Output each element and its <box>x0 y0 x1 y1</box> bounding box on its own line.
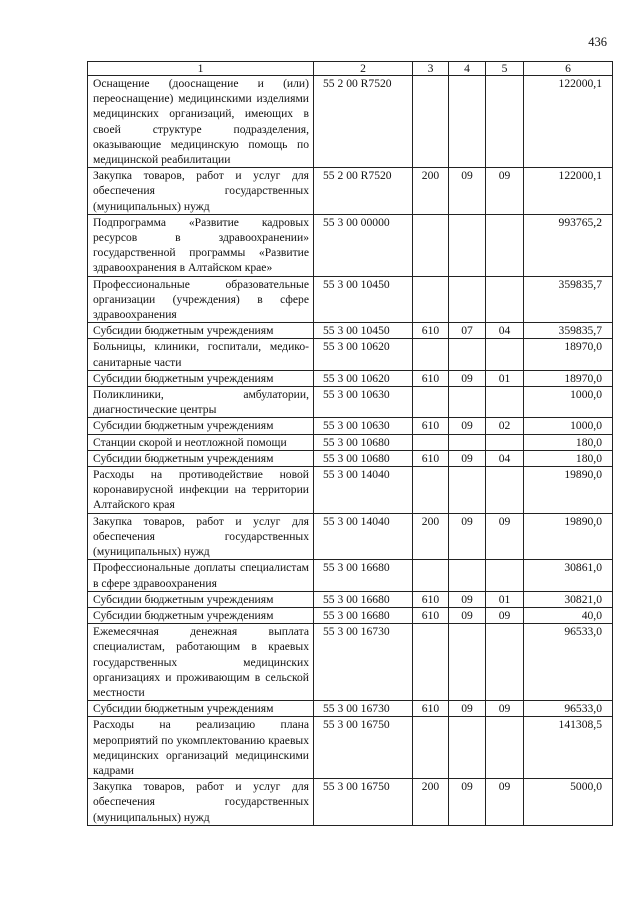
row-code-cell: 55 2 00 R7520 <box>314 168 413 215</box>
row-subsection-cell <box>486 339 524 370</box>
row-subsection-cell: 01 <box>486 591 524 607</box>
row-code-cell: 55 3 00 16730 <box>314 701 413 717</box>
row-sum-cell: 993765,2 <box>524 214 613 276</box>
row-name-cell: Субсидии бюджетным учреждениям <box>88 323 314 339</box>
row-sum-cell: 19890,0 <box>524 467 613 514</box>
table-row <box>88 323 613 339</box>
row-name-cell: Субсидии бюджетным учреждениям <box>88 450 314 466</box>
row-code-cell: 55 3 00 16680 <box>314 560 413 591</box>
row-name-cell: Подпрограмма «Развитие кадровых ресурсов в здравоохранении» государственной программы «Развитие здравоохранения в Алтайском крае» <box>88 214 314 276</box>
table-row <box>88 450 613 466</box>
row-sum-cell: 122000,1 <box>524 76 613 168</box>
row-name-cell: Расходы на противодействие новой коронавирусной инфекции на территории Алтайского края <box>88 467 314 514</box>
row-section-cell: 09 <box>449 370 486 386</box>
header-col-5: 5 <box>486 62 524 76</box>
row-name-cell: Закупка товаров, работ и услуг для обеспечения государственных (муниципальных) нужд <box>88 779 314 826</box>
row-section-cell: 09 <box>449 168 486 215</box>
row-section-cell: 09 <box>449 591 486 607</box>
row-expense-type-cell <box>413 214 449 276</box>
row-code-cell: 55 3 00 14040 <box>314 467 413 514</box>
row-code-cell: 55 3 00 16750 <box>314 779 413 826</box>
row-expense-type-cell <box>413 434 449 450</box>
row-code-cell: 55 3 00 10450 <box>314 323 413 339</box>
row-section-cell <box>449 387 486 418</box>
row-subsection-cell: 04 <box>486 323 524 339</box>
row-code-cell: 55 3 00 14040 <box>314 513 413 560</box>
table-row <box>88 717 613 779</box>
row-section-cell: 09 <box>449 779 486 826</box>
row-subsection-cell <box>486 624 524 701</box>
table-row <box>88 513 613 560</box>
table-row <box>88 168 613 215</box>
table-row <box>88 387 613 418</box>
row-expense-type-cell <box>413 717 449 779</box>
row-subsection-cell: 09 <box>486 779 524 826</box>
header-col-6: 6 <box>524 62 613 76</box>
table-row <box>88 276 613 323</box>
row-section-cell: 09 <box>449 418 486 434</box>
row-expense-type-cell <box>413 276 449 323</box>
table-row <box>88 624 613 701</box>
row-subsection-cell <box>486 214 524 276</box>
row-code-cell: 55 3 00 16680 <box>314 607 413 623</box>
header-col-3: 3 <box>413 62 449 76</box>
row-sum-cell: 5000,0 <box>524 779 613 826</box>
row-subsection-cell <box>486 467 524 514</box>
row-expense-type-cell: 610 <box>413 591 449 607</box>
row-sum-cell: 18970,0 <box>524 339 613 370</box>
row-name-cell: Субсидии бюджетным учреждениям <box>88 591 314 607</box>
row-section-cell <box>449 76 486 168</box>
row-subsection-cell <box>486 434 524 450</box>
row-sum-cell: 30861,0 <box>524 560 613 591</box>
row-sum-cell: 1000,0 <box>524 418 613 434</box>
row-sum-cell: 180,0 <box>524 434 613 450</box>
row-expense-type-cell: 610 <box>413 701 449 717</box>
row-expense-type-cell <box>413 467 449 514</box>
row-subsection-cell <box>486 717 524 779</box>
row-sum-cell: 19890,0 <box>524 513 613 560</box>
page-number: 436 <box>588 35 607 49</box>
row-subsection-cell: 01 <box>486 370 524 386</box>
row-section-cell <box>449 624 486 701</box>
row-expense-type-cell: 200 <box>413 168 449 215</box>
row-subsection-cell: 09 <box>486 607 524 623</box>
row-subsection-cell <box>486 276 524 323</box>
table-row <box>88 467 613 514</box>
row-sum-cell: 122000,1 <box>524 168 613 215</box>
row-expense-type-cell: 610 <box>413 418 449 434</box>
row-section-cell <box>449 467 486 514</box>
row-sum-cell: 141308,5 <box>524 717 613 779</box>
row-subsection-cell: 09 <box>486 701 524 717</box>
row-section-cell: 09 <box>449 513 486 560</box>
row-subsection-cell: 09 <box>486 513 524 560</box>
row-code-cell: 55 2 00 R7520 <box>314 76 413 168</box>
row-name-cell: Поликлиники, амбулатории, диагностические центры <box>88 387 314 418</box>
row-sum-cell: 359835,7 <box>524 323 613 339</box>
row-name-cell: Профессиональные образовательные организации (учреждения) в сфере здравоохранения <box>88 276 314 323</box>
budget-table <box>87 61 613 826</box>
row-expense-type-cell: 200 <box>413 513 449 560</box>
row-code-cell: 55 3 00 10620 <box>314 370 413 386</box>
table-header-row <box>88 62 613 76</box>
row-sum-cell: 30821,0 <box>524 591 613 607</box>
row-section-cell <box>449 434 486 450</box>
row-subsection-cell <box>486 387 524 418</box>
row-code-cell: 55 3 00 10630 <box>314 418 413 434</box>
row-subsection-cell <box>486 560 524 591</box>
table-row <box>88 339 613 370</box>
header-col-2: 2 <box>314 62 413 76</box>
table-row <box>88 607 613 623</box>
row-name-cell: Больницы, клиники, госпитали, медико-санитарные части <box>88 339 314 370</box>
row-name-cell: Субсидии бюджетным учреждениям <box>88 370 314 386</box>
row-section-cell <box>449 560 486 591</box>
row-section-cell: 09 <box>449 701 486 717</box>
row-code-cell: 55 3 00 10680 <box>314 450 413 466</box>
row-expense-type-cell <box>413 624 449 701</box>
row-section-cell <box>449 339 486 370</box>
row-section-cell <box>449 717 486 779</box>
row-code-cell: 55 3 00 16750 <box>314 717 413 779</box>
row-sum-cell: 18970,0 <box>524 370 613 386</box>
row-name-cell: Расходы на реализацию плана мероприятий по укомплектованию краевых медицинских организаций медицинскими кадрами <box>88 717 314 779</box>
row-name-cell: Станции скорой и неотложной помощи <box>88 434 314 450</box>
header-col-1: 1 <box>88 62 314 76</box>
row-sum-cell: 1000,0 <box>524 387 613 418</box>
row-name-cell: Профессиональные доплаты специалистам в сфере здравоохранения <box>88 560 314 591</box>
table-row <box>88 779 613 826</box>
row-code-cell: 55 3 00 16680 <box>314 591 413 607</box>
row-name-cell: Закупка товаров, работ и услуг для обеспечения государственных (муниципальных) нужд <box>88 513 314 560</box>
row-sum-cell: 359835,7 <box>524 276 613 323</box>
table-row <box>88 76 613 168</box>
row-section-cell <box>449 276 486 323</box>
row-code-cell: 55 3 00 00000 <box>314 214 413 276</box>
row-subsection-cell: 02 <box>486 418 524 434</box>
row-sum-cell: 40,0 <box>524 607 613 623</box>
row-expense-type-cell <box>413 76 449 168</box>
row-expense-type-cell: 610 <box>413 323 449 339</box>
row-subsection-cell: 09 <box>486 168 524 215</box>
row-expense-type-cell <box>413 560 449 591</box>
header-col-4: 4 <box>449 62 486 76</box>
row-section-cell: 07 <box>449 323 486 339</box>
row-expense-type-cell <box>413 339 449 370</box>
row-code-cell: 55 3 00 10450 <box>314 276 413 323</box>
row-expense-type-cell: 610 <box>413 370 449 386</box>
row-section-cell: 09 <box>449 607 486 623</box>
table-row <box>88 560 613 591</box>
row-sum-cell: 96533,0 <box>524 701 613 717</box>
table-row <box>88 370 613 386</box>
table-row <box>88 701 613 717</box>
row-name-cell: Ежемесячная денежная выплата специалистам, работающим в краевых государственных медицинских организациях и проживающим в сельской местности <box>88 624 314 701</box>
row-section-cell: 09 <box>449 450 486 466</box>
row-name-cell: Субсидии бюджетным учреждениям <box>88 418 314 434</box>
row-code-cell: 55 3 00 10680 <box>314 434 413 450</box>
row-expense-type-cell <box>413 387 449 418</box>
table-row <box>88 418 613 434</box>
row-expense-type-cell: 610 <box>413 450 449 466</box>
row-expense-type-cell: 610 <box>413 607 449 623</box>
row-expense-type-cell: 200 <box>413 779 449 826</box>
row-sum-cell: 180,0 <box>524 450 613 466</box>
row-code-cell: 55 3 00 10630 <box>314 387 413 418</box>
row-name-cell: Субсидии бюджетным учреждениям <box>88 607 314 623</box>
row-name-cell: Оснащение (дооснащение и (или) переоснащение) медицинскими изделиями медицинских организаций, имеющих в своей структуре подразделения, оказывающие медицинскую помощь по медицинской реабилитации <box>88 76 314 168</box>
row-subsection-cell <box>486 76 524 168</box>
table-row <box>88 434 613 450</box>
row-section-cell <box>449 214 486 276</box>
row-code-cell: 55 3 00 10620 <box>314 339 413 370</box>
row-sum-cell: 96533,0 <box>524 624 613 701</box>
row-name-cell: Закупка товаров, работ и услуг для обеспечения государственных (муниципальных) нужд <box>88 168 314 215</box>
table-row <box>88 591 613 607</box>
row-name-cell: Субсидии бюджетным учреждениям <box>88 701 314 717</box>
row-subsection-cell: 04 <box>486 450 524 466</box>
table-row <box>88 214 613 276</box>
row-code-cell: 55 3 00 16730 <box>314 624 413 701</box>
